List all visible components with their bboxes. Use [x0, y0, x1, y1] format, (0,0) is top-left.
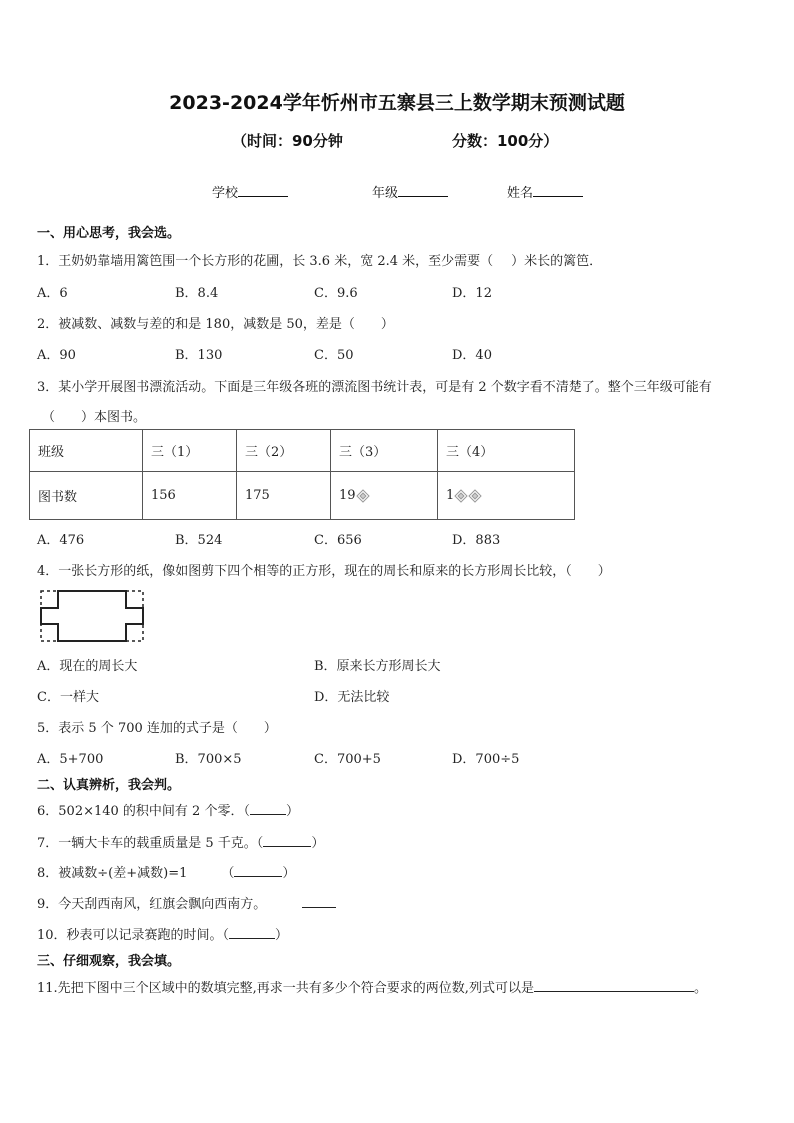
question-9-text: 9．今天刮西南风，红旗会飘向西南方。: [37, 897, 267, 912]
name-field: [507, 182, 583, 201]
question-2: 2．被减数、减数与差的和是 180，减数是 50，差是（ ）: [37, 317, 394, 332]
question-4: 4．一张长方形的纸，像如图剪下四个相等的正方形，现在的周长和原来的长方形周长比较，（ ）: [37, 564, 611, 579]
q2-option-a[interactable]: A．90: [37, 348, 76, 363]
school-blank[interactable]: [238, 184, 288, 197]
grade-blank[interactable]: [398, 184, 448, 197]
question-10: [37, 924, 288, 943]
smudge-icon: [356, 489, 370, 503]
table-header-cell: 三（2）: [237, 430, 331, 472]
name-blank[interactable]: [533, 184, 583, 197]
q1-option-a[interactable]: A．6: [37, 286, 68, 301]
question-3-line-1: 3．某小学开展图书漂流活动。下面是三年级各班的漂流图书统计表，可是有 2 个数字看不清楚了。整个三年级可能有: [37, 380, 712, 395]
table-cell-obscured: [331, 472, 438, 520]
paren-open: （: [221, 866, 235, 881]
q4-option-a[interactable]: A．现在的周长大: [37, 659, 138, 674]
question-11: [37, 977, 707, 996]
exam-score: 分数：100分）: [452, 132, 559, 150]
smudge-icon: [454, 489, 468, 503]
question-7: [37, 832, 324, 851]
section-1-heading: 一、用心思考，我会选。: [37, 226, 181, 241]
exam-time: （时间：90分钟: [232, 132, 343, 150]
question-8-text: 8．被减数÷(差+减数)=1: [37, 866, 188, 881]
q5-option-c[interactable]: C．700+5: [314, 752, 381, 767]
question-3-line-2: （ ）本图书。: [42, 410, 147, 425]
q2-option-c[interactable]: C．50: [314, 348, 354, 363]
q4-option-d[interactable]: D．无法比较: [314, 690, 390, 705]
answer-blank[interactable]: [250, 802, 286, 815]
q5-option-d[interactable]: D．700÷5: [452, 752, 520, 767]
table-cell: 175: [237, 472, 331, 520]
smudge-icon: [468, 489, 482, 503]
table-cell-obscured: [438, 472, 575, 520]
question-1-text-end: ）米长的篱笆．: [511, 254, 603, 269]
q1-option-d[interactable]: D．12: [452, 286, 492, 301]
q3-option-b[interactable]: B．524: [175, 533, 223, 548]
q1-option-b[interactable]: B．8.4: [175, 286, 219, 301]
q5-option-b[interactable]: B．700×5: [175, 752, 242, 767]
question-1-text: 1．王奶奶靠墙用篱笆围一个长方形的花圃，长 3.6 米，宽 2.4 米，至少需要（: [37, 254, 494, 269]
grade-label: 年级: [372, 186, 399, 201]
q2-option-b[interactable]: B．130: [175, 348, 223, 363]
question-7-text: 7．一辆大卡车的载重质量是 5 千克。（: [37, 836, 264, 851]
answer-blank[interactable]: [229, 926, 275, 939]
table-cell-visible-digits: 19: [339, 488, 356, 503]
q4-option-b[interactable]: B．原来长方形周长大: [314, 659, 441, 674]
section-2-heading: 二、认真辨析，我会判。: [37, 778, 181, 793]
school-field: [212, 182, 288, 201]
school-label: 学校: [212, 186, 239, 201]
name-label: 姓名: [507, 186, 534, 201]
grade-field: [372, 182, 448, 201]
q2-option-d[interactable]: D．40: [452, 348, 492, 363]
answer-blank[interactable]: [263, 834, 311, 847]
page-title: 2023-2024学年忻州市五寨县三上数学期末预测试题: [169, 92, 625, 114]
question-6: [37, 800, 299, 819]
table-header-cell: 三（3）: [331, 430, 438, 472]
table-cell-visible-digits: 1: [446, 488, 455, 503]
question-9: [37, 893, 336, 912]
table-row-label: 图书数: [30, 472, 143, 520]
question-5: 5．表示 5 个 700 连加的式子是（ ）: [37, 721, 277, 736]
table-header-cell: 三（1）: [143, 430, 237, 472]
q5-option-a[interactable]: A．5+700: [37, 752, 104, 767]
table-header-cell: 三（4）: [438, 430, 575, 472]
question-6-text: 6．502×140 的积中间有 2 个零．（: [37, 804, 250, 819]
book-stats-table: [29, 429, 575, 520]
q4-option-c[interactable]: C．一样大: [37, 690, 99, 705]
question-8: [37, 862, 295, 881]
q1-option-c[interactable]: C．9.6: [314, 286, 358, 301]
question-10-text: 10．秒表可以记录赛跑的时间。（: [37, 928, 230, 943]
table-row: [30, 430, 575, 472]
q3-option-a[interactable]: A．476: [37, 533, 85, 548]
period: 。: [693, 981, 707, 996]
answer-blank[interactable]: [302, 895, 336, 908]
table-header-cell: 班级: [30, 430, 143, 472]
question-11-text: 11.先把下图中三个区域中的数填完整,再求一共有多少个符合要求的两位数,列式可以是: [37, 981, 534, 996]
cut-rectangle-figure: [38, 588, 146, 644]
paren-close: ）: [285, 804, 299, 819]
table-cell: 156: [143, 472, 237, 520]
answer-blank[interactable]: [534, 979, 694, 992]
section-3-heading: 三、仔细观察，我会填。: [37, 954, 181, 969]
table-row: [30, 472, 575, 520]
paren-close: ）: [275, 928, 289, 943]
paren-close: ）: [282, 866, 296, 881]
paren-close: ）: [311, 836, 325, 851]
q3-option-d[interactable]: D．883: [452, 533, 501, 548]
answer-blank[interactable]: [234, 864, 282, 877]
question-1: [37, 250, 602, 269]
q3-option-c[interactable]: C．656: [314, 533, 362, 548]
